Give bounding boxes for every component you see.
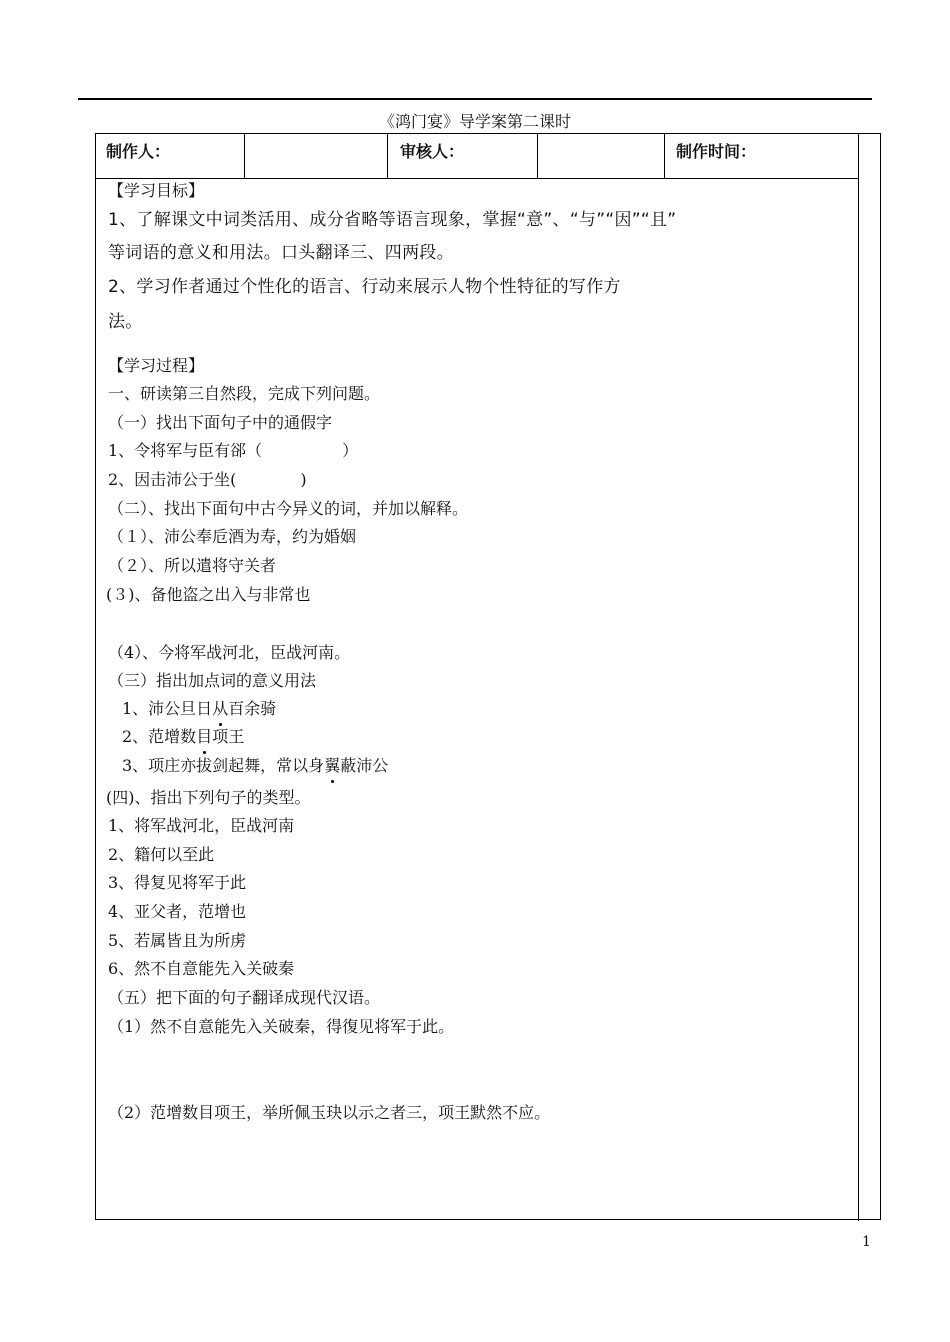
reviewer-value-field[interactable] bbox=[541, 134, 661, 178]
question-text: 3、项庄亦拔剑起舞，常以身 bbox=[122, 756, 325, 775]
goal-1-line-2: 等词语的意义和用法。口头翻译三、四两段。 bbox=[108, 243, 454, 263]
section-5-question-1: （1）然不自意能先入关破秦，得復见将军于此。 bbox=[108, 1017, 455, 1036]
section-2-question-4: （4）、今将军战河北，臣战河南。 bbox=[108, 643, 351, 662]
section-3-question-2 bbox=[122, 726, 244, 748]
time-label: 制作时间： bbox=[676, 142, 757, 161]
emphasis-dot-word: 从 bbox=[212, 699, 229, 718]
document-title: 《鸿门宴》导学案第二课时 bbox=[378, 112, 571, 131]
goal-2-line-2: 法。 bbox=[108, 312, 143, 332]
worksheet-table bbox=[95, 133, 881, 1220]
section-4-question-1: 1、将军战河北，臣战河南 bbox=[108, 816, 295, 835]
section-4-title: (四)、指出下列句子的类型。 bbox=[106, 788, 311, 807]
section-3-question-1 bbox=[122, 698, 276, 720]
goals-heading: 【学习目标】 bbox=[108, 181, 205, 200]
process-intro: 一、研读第三自然段，完成下列问题。 bbox=[108, 384, 381, 403]
section-2-question-3: (３)、备他盗之出入与非常也 bbox=[106, 585, 311, 604]
author-label: 制作人： bbox=[106, 142, 171, 161]
emphasis-dot-word: 目 bbox=[196, 727, 213, 746]
reviewer-label: 审核人： bbox=[400, 142, 465, 161]
header-divider bbox=[244, 134, 245, 178]
header-divider bbox=[387, 134, 388, 178]
top-rule bbox=[78, 98, 872, 100]
section-1-title: （一）找出下面句子中的通假字 bbox=[108, 413, 333, 432]
right-column-divider bbox=[858, 134, 859, 1221]
section-5-question-2: （2）范增数目项王，举所佩玉玦以示之者三，项王默然不应。 bbox=[108, 1103, 551, 1122]
header-divider bbox=[537, 134, 538, 178]
question-text: 蔽沛公 bbox=[340, 756, 389, 775]
section-4-question-5: 5、若属皆且为所虏 bbox=[108, 931, 247, 950]
page-number: 1 bbox=[862, 1234, 871, 1250]
section-4-question-2: 2、籍何以至此 bbox=[108, 845, 215, 864]
section-1-question-2: 2、因击沛公于坐( ) bbox=[108, 470, 307, 489]
section-3-title: （三）指出加点词的意义用法 bbox=[108, 671, 317, 690]
section-4-question-4: 4、亚父者，范增也 bbox=[108, 902, 247, 921]
section-3-question-3 bbox=[122, 755, 388, 777]
section-2-title: （二）、找出下面句中古今异义的词，并加以解释。 bbox=[108, 499, 469, 518]
section-4-question-6: 6、然不自意能先入关破秦 bbox=[108, 959, 295, 978]
goal-2-line-1: 2、学习作者通过个性化的语言、行动来展示人物个性特征的写作方 bbox=[108, 277, 621, 297]
section-2-question-1: （１）、沛公奉卮酒为寿，约为婚姻 bbox=[108, 527, 357, 546]
process-heading: 【学习过程】 bbox=[108, 356, 205, 375]
section-5-title: （五）把下面的句子翻译成现代汉语。 bbox=[108, 988, 381, 1007]
header-row-bottom-border bbox=[96, 178, 858, 179]
question-text: 百余骑 bbox=[228, 699, 277, 718]
section-1-question-1: 1、令将军与臣有郤（ ） bbox=[108, 441, 359, 460]
goal-1-line-1: 1、了解课文中词类活用、成分省略等语言现象，掌握“意”、“与”“因”“且” bbox=[108, 210, 677, 230]
section-2-question-2: （２）、所以遣将守关者 bbox=[108, 556, 277, 575]
section-4-question-3: 3、得复见将军于此 bbox=[108, 873, 247, 892]
question-text: 项王 bbox=[212, 727, 245, 746]
question-text: 1、沛公旦日 bbox=[122, 699, 213, 718]
header-divider bbox=[664, 134, 665, 178]
emphasis-dot-word: 翼 bbox=[324, 756, 341, 775]
author-value-field[interactable] bbox=[248, 134, 384, 178]
question-text: 2、范增数 bbox=[122, 727, 197, 746]
